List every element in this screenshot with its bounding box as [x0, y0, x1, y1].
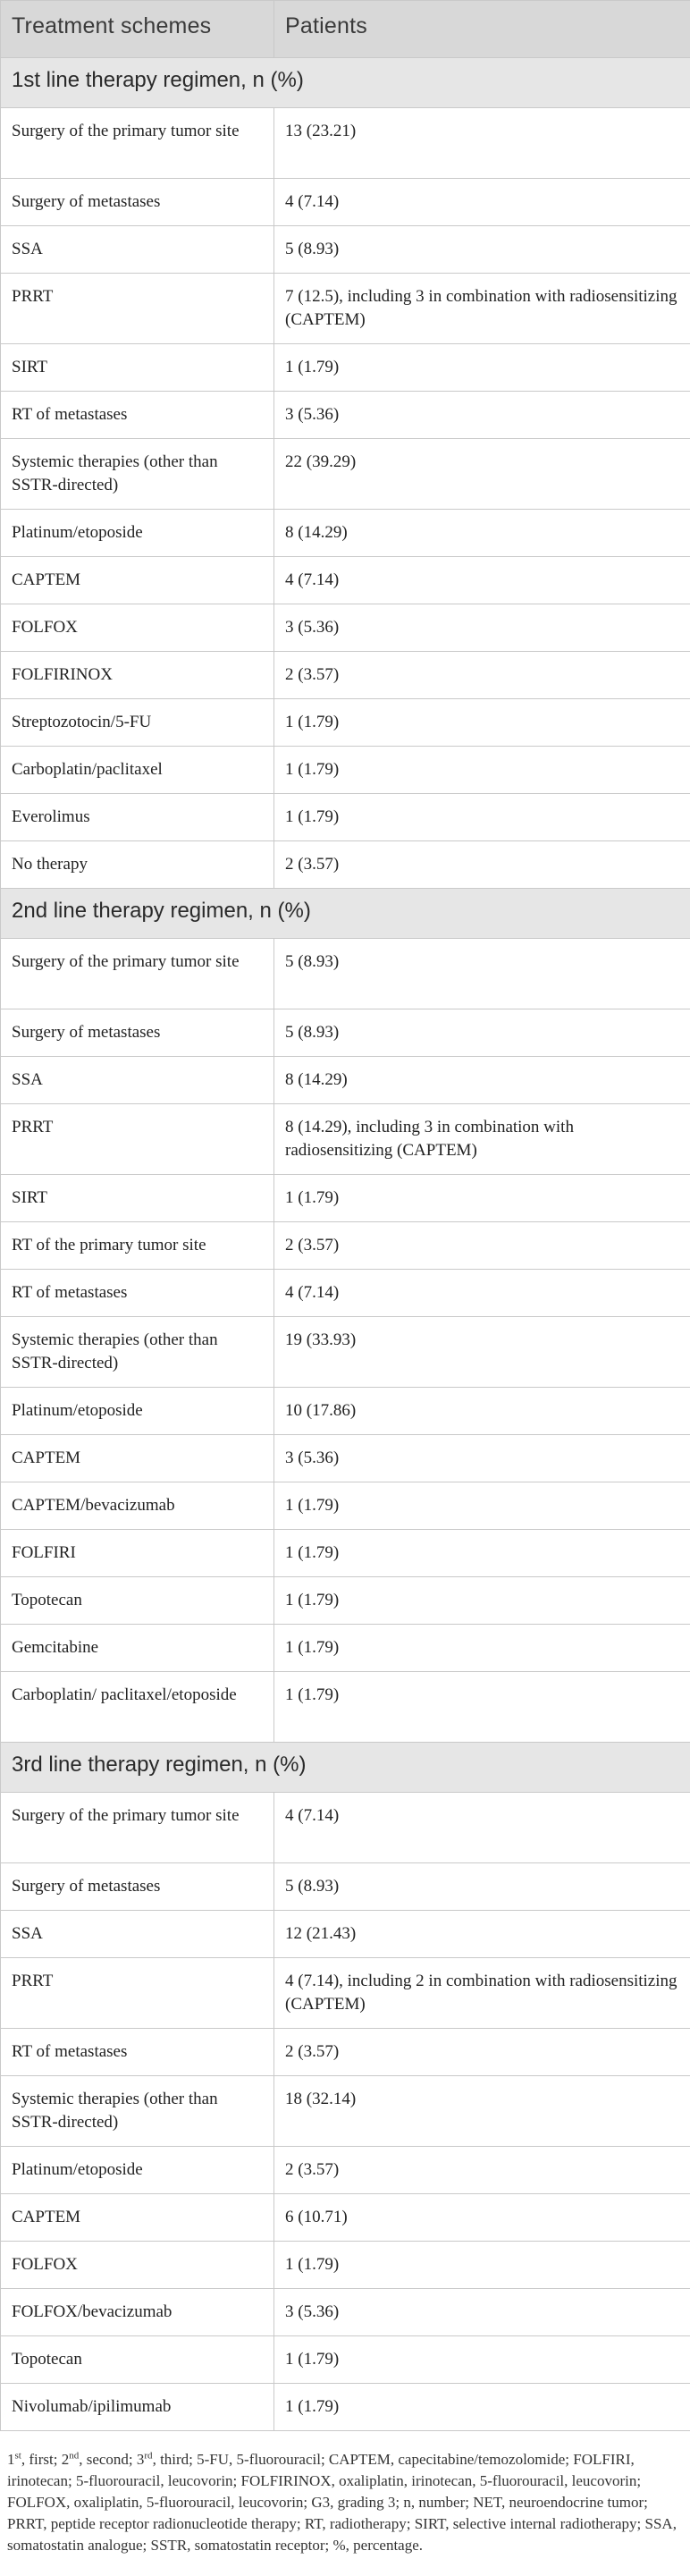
- scheme-cell: SSA: [1, 1057, 274, 1104]
- patients-cell: 4 (7.14): [274, 1270, 690, 1317]
- table-row: [1, 2194, 690, 2242]
- table-row: [1, 1317, 690, 1388]
- patients-cell: 5 (8.93): [274, 226, 690, 274]
- scheme-cell: RT of metastases: [1, 2029, 274, 2076]
- scheme-cell: CAPTEM: [1, 2194, 274, 2242]
- scheme-cell: RT of metastases: [1, 392, 274, 439]
- table-row: [1, 344, 690, 392]
- table-row: [1, 108, 690, 179]
- table-row: [1, 510, 690, 557]
- scheme-cell: No therapy: [1, 841, 274, 889]
- scheme-cell: Surgery of the primary tumor site: [1, 939, 274, 1009]
- table-row: [1, 1388, 690, 1435]
- table-row: [1, 1222, 690, 1270]
- scheme-cell: Systemic therapies (other than SSTR-directed): [1, 439, 274, 510]
- patients-cell: 2 (3.57): [274, 2147, 690, 2194]
- table-row: [1, 1175, 690, 1222]
- patients-cell: 6 (10.71): [274, 2194, 690, 2242]
- footnote-first-text: , first;: [21, 2451, 62, 2468]
- scheme-cell: FOLFOX: [1, 2242, 274, 2289]
- table-row: [1, 2289, 690, 2336]
- table-row: [1, 1009, 690, 1057]
- scheme-cell: Systemic therapies (other than SSTR-directed): [1, 2076, 274, 2147]
- scheme-cell: Surgery of metastases: [1, 1009, 274, 1057]
- table-row: [1, 2147, 690, 2194]
- section-title: 3rd line therapy regimen, n (%): [1, 1743, 690, 1793]
- scheme-cell: Streptozotocin/5-FU: [1, 699, 274, 747]
- scheme-cell: SSA: [1, 1911, 274, 1958]
- scheme-cell: Surgery of metastases: [1, 179, 274, 226]
- table-row: [1, 2384, 690, 2431]
- table-row: [1, 2242, 690, 2289]
- patients-cell: 2 (3.57): [274, 841, 690, 889]
- scheme-cell: Nivolumab/ipilimumab: [1, 2384, 274, 2431]
- scheme-cell: CAPTEM: [1, 1435, 274, 1482]
- patients-cell: 2 (3.57): [274, 1222, 690, 1270]
- table-row: [1, 1270, 690, 1317]
- table-row: [1, 699, 690, 747]
- patients-cell: 22 (39.29): [274, 439, 690, 510]
- patients-cell: 13 (23.21): [274, 108, 690, 179]
- table-row: [1, 2029, 690, 2076]
- patients-cell: 1 (1.79): [274, 2336, 690, 2384]
- table-row: [1, 2336, 690, 2384]
- scheme-cell: FOLFOX: [1, 604, 274, 652]
- footnote-second-text: , second;: [79, 2451, 137, 2468]
- scheme-cell: Systemic therapies (other than SSTR-directed): [1, 1317, 274, 1388]
- section-header-3rd-line: [1, 1743, 690, 1793]
- section-header-1st-line: [1, 58, 690, 108]
- patients-cell: 2 (3.57): [274, 652, 690, 699]
- table-row: [1, 439, 690, 510]
- patients-cell: 4 (7.14): [274, 557, 690, 604]
- patients-cell: 1 (1.79): [274, 699, 690, 747]
- patients-cell: 1 (1.79): [274, 1482, 690, 1530]
- scheme-cell: Topotecan: [1, 1577, 274, 1625]
- scheme-cell: SIRT: [1, 1175, 274, 1222]
- patients-cell: 5 (8.93): [274, 1009, 690, 1057]
- table-row: [1, 1958, 690, 2029]
- patients-cell: 1 (1.79): [274, 1577, 690, 1625]
- scheme-cell: Topotecan: [1, 2336, 274, 2384]
- table-row: [1, 1625, 690, 1672]
- table-header-row: [1, 1, 690, 58]
- scheme-cell: CAPTEM: [1, 557, 274, 604]
- table-row: [1, 1530, 690, 1577]
- footnote-third-sup: rd: [144, 2450, 153, 2462]
- patients-cell: 5 (8.93): [274, 939, 690, 1009]
- table-row: [1, 557, 690, 604]
- table-row: [1, 1104, 690, 1175]
- patients-cell: 18 (32.14): [274, 2076, 690, 2147]
- patients-cell: 3 (5.36): [274, 604, 690, 652]
- patients-cell: 19 (33.93): [274, 1317, 690, 1388]
- table-row: [1, 274, 690, 344]
- header-treatment-schemes: Treatment schemes: [1, 1, 274, 58]
- table-row: [1, 652, 690, 699]
- section-header-2nd-line: [1, 889, 690, 939]
- scheme-cell: FOLFOX/bevacizumab: [1, 2289, 274, 2336]
- footnote-second-num: 2: [61, 2451, 70, 2468]
- patients-cell: 3 (5.36): [274, 2289, 690, 2336]
- patients-cell: 8 (14.29): [274, 510, 690, 557]
- patients-cell: 4 (7.14), including 2 in combination with radiosensitizing (CAPTEM): [274, 1958, 690, 2029]
- patients-cell: 4 (7.14): [274, 179, 690, 226]
- scheme-cell: FOLFIRI: [1, 1530, 274, 1577]
- scheme-cell: PRRT: [1, 1958, 274, 2029]
- footnote-first-num: 1: [7, 2451, 15, 2468]
- table-row: [1, 1435, 690, 1482]
- scheme-cell: CAPTEM/bevacizumab: [1, 1482, 274, 1530]
- table-row: [1, 841, 690, 889]
- table-row: [1, 1577, 690, 1625]
- scheme-cell: Carboplatin/paclitaxel: [1, 747, 274, 794]
- scheme-cell: Surgery of metastases: [1, 1863, 274, 1911]
- scheme-cell: SIRT: [1, 344, 274, 392]
- scheme-cell: Platinum/etoposide: [1, 1388, 274, 1435]
- table-row: [1, 1793, 690, 1863]
- scheme-cell: FOLFIRINOX: [1, 652, 274, 699]
- table-row: [1, 1911, 690, 1958]
- table-row: [1, 747, 690, 794]
- patients-cell: 1 (1.79): [274, 1625, 690, 1672]
- patients-cell: 12 (21.43): [274, 1911, 690, 1958]
- table-row: [1, 939, 690, 1009]
- table-row: [1, 1672, 690, 1743]
- table-row: [1, 2076, 690, 2147]
- table-row: [1, 1863, 690, 1911]
- scheme-cell: Platinum/etoposide: [1, 2147, 274, 2194]
- patients-cell: 5 (8.93): [274, 1863, 690, 1911]
- table-footnote: [0, 2431, 690, 2556]
- scheme-cell: Surgery of the primary tumor site: [1, 108, 274, 179]
- table-row: [1, 392, 690, 439]
- table-row: [1, 794, 690, 841]
- patients-cell: 1 (1.79): [274, 1175, 690, 1222]
- table-row: [1, 1482, 690, 1530]
- scheme-cell: PRRT: [1, 274, 274, 344]
- patients-cell: 3 (5.36): [274, 1435, 690, 1482]
- scheme-cell: RT of the primary tumor site: [1, 1222, 274, 1270]
- patients-cell: 1 (1.79): [274, 794, 690, 841]
- footnote-third-num: 3: [136, 2451, 145, 2468]
- scheme-cell: Surgery of the primary tumor site: [1, 1793, 274, 1863]
- table-row: [1, 179, 690, 226]
- patients-cell: 1 (1.79): [274, 1672, 690, 1743]
- patients-cell: 2 (3.57): [274, 2029, 690, 2076]
- scheme-cell: Gemcitabine: [1, 1625, 274, 1672]
- patients-cell: 10 (17.86): [274, 1388, 690, 1435]
- footnote-second-sup: nd: [69, 2450, 80, 2462]
- scheme-cell: SSA: [1, 226, 274, 274]
- patients-cell: 1 (1.79): [274, 344, 690, 392]
- scheme-cell: RT of metastases: [1, 1270, 274, 1317]
- patients-cell: 1 (1.79): [274, 2384, 690, 2431]
- patients-cell: 8 (14.29): [274, 1057, 690, 1104]
- header-patients: Patients: [274, 1, 690, 58]
- section-title: 2nd line therapy regimen, n (%): [1, 889, 690, 939]
- patients-cell: 4 (7.14): [274, 1793, 690, 1863]
- scheme-cell: Everolimus: [1, 794, 274, 841]
- scheme-cell: Carboplatin/ paclitaxel/etoposide: [1, 1672, 274, 1743]
- table-row: [1, 1057, 690, 1104]
- patients-cell: 1 (1.79): [274, 2242, 690, 2289]
- footnote-first-sup: st: [14, 2450, 21, 2462]
- scheme-cell: Platinum/etoposide: [1, 510, 274, 557]
- patients-cell: 1 (1.79): [274, 747, 690, 794]
- footnote-rest: , third; 5-FU, 5-fluorouracil; CAPTEM, capecitabine/temozolomide; FOLFIRI, irinotecan; 5-fluorouracil, leucovorin; FOLFIRINOX, oxaliplatin, irinotecan, 5-fluorouracil, leucovorin; FOLFOX, oxaliplatin, 5-fluorouracil, leucovorin; G3, grading 3; n, number; NET, neuroendocrine tumor; PRRT, peptide receptor radionucleotide therapy; RT, radiotherapy; SIRT, selective internal radiotherapy; SSA, somatostatin analogue; SSTR, somatostatin receptor; %, percentage.: [7, 2451, 677, 2554]
- table-row: [1, 604, 690, 652]
- patients-cell: 3 (5.36): [274, 392, 690, 439]
- section-title: 1st line therapy regimen, n (%): [1, 58, 690, 108]
- table-row: [1, 226, 690, 274]
- patients-cell: 7 (12.5), including 3 in combination with radiosensitizing (CAPTEM): [274, 274, 690, 344]
- patients-cell: 8 (14.29), including 3 in combination with radiosensitizing (CAPTEM): [274, 1104, 690, 1175]
- patients-cell: 1 (1.79): [274, 1530, 690, 1577]
- scheme-cell: PRRT: [1, 1104, 274, 1175]
